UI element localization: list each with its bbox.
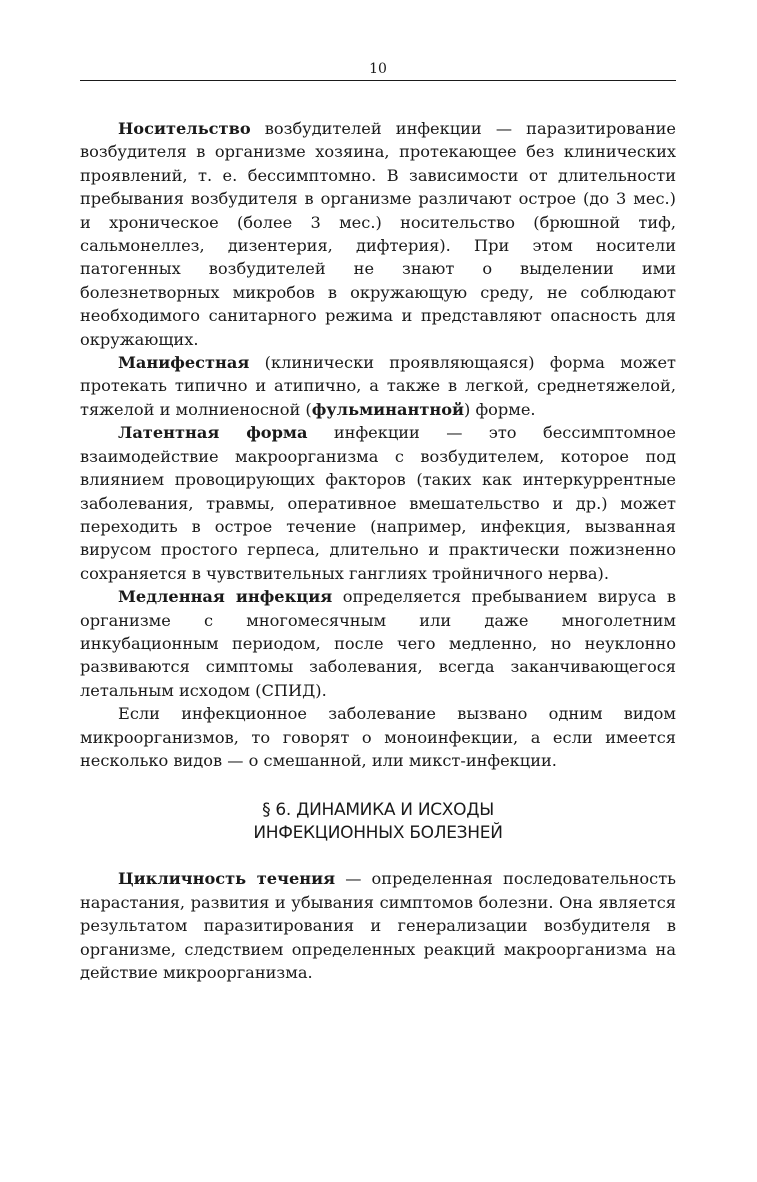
paragraph-mono-mixed — [80, 702, 676, 772]
paragraph-manifest-form — [80, 351, 676, 421]
paragraph-latent-form — [80, 421, 676, 585]
page-number: 10 — [369, 61, 387, 77]
term-fulminant: фульминантной — [311, 399, 464, 419]
paragraph-slow-infection — [80, 585, 676, 702]
paragraph-carrier-state — [80, 117, 676, 351]
paragraph-text: возбудителей инфекции — паразитирование возбудителя в организме хозяина, протекающее без клинических проявлений, т. е. бессимптомно. В зависимости от длительности пребывания возбудителя в организме различают острое (до 3 мес.) и хроническое (более 3 мес.) носительство (брюшной тиф, сальмонеллез, дизентерия, дифтерия). При этом носители патогенных возбудителей не знают о выделении ими болезнетворных микробов в окружающую среду, не соблюдают необходимого санитарного режима и представляют опасность для окружающих. — [80, 119, 676, 349]
header-rule — [80, 80, 676, 81]
term-cyclicity: Цикличность течения — [118, 869, 336, 889]
paragraph-cyclicity — [80, 867, 676, 984]
paragraph-text: (клинически проявляющаяся) форма может протекать типично и атипично, а также в легкой, среднетяжелой, тяжелой и молниеносной ( — [80, 353, 676, 419]
term-manifest-form: Манифестная — [118, 353, 250, 373]
section-heading-line-1: § 6. ДИНАМИКА И ИСХОДЫ — [262, 800, 494, 821]
term-slow-infection: Медленная инфекция — [118, 587, 333, 607]
section-heading — [80, 799, 676, 845]
paragraph-text: — определенная последовательность нарастания, развития и убывания симптомов болезни. Она является результатом паразитирования и генерализации возбудителя в организме, следствием определенных реакций макроорганизма на действие микроорганизма. — [80, 869, 676, 982]
term-carrier-state: Носительство — [118, 119, 251, 138]
term-latent-form: Латентная форма — [118, 423, 308, 443]
body-text — [80, 117, 676, 984]
paragraph-text: ) форме. — [464, 399, 536, 419]
paragraph-text: определяется пребыванием вируса в организме с многомесячным или даже многолетним инкубационным периодом, после чего медленно, но неуклонно развиваются симптомы заболевания, всегда заканчивающегося летальным исходом (СПИД). — [80, 587, 676, 700]
paragraph-text: Если инфекционное заболевание вызвано одним видом микроорганизмов, то говорят о моноинфекции, а если имеется несколько видов — о смешанной, или микст-инфекции. — [80, 704, 676, 770]
paragraph-text: инфекции — это бессимптомное взаимодействие макроорганизма с возбудителем, которое под влиянием провоцирующих факторов (таких как интеркуррентные заболевания, травмы, оперативное вмешательство и др.) может переходить в острое течение (например, инфекция, вызванная вирусом простого герпеса, длительно и практически пожизненно сохраняется в чувствительных ганглиях тройничного нерва). — [80, 423, 676, 583]
section-heading-line-2: ИНФЕКЦИОННЫХ БОЛЕЗНЕЙ — [253, 823, 503, 844]
